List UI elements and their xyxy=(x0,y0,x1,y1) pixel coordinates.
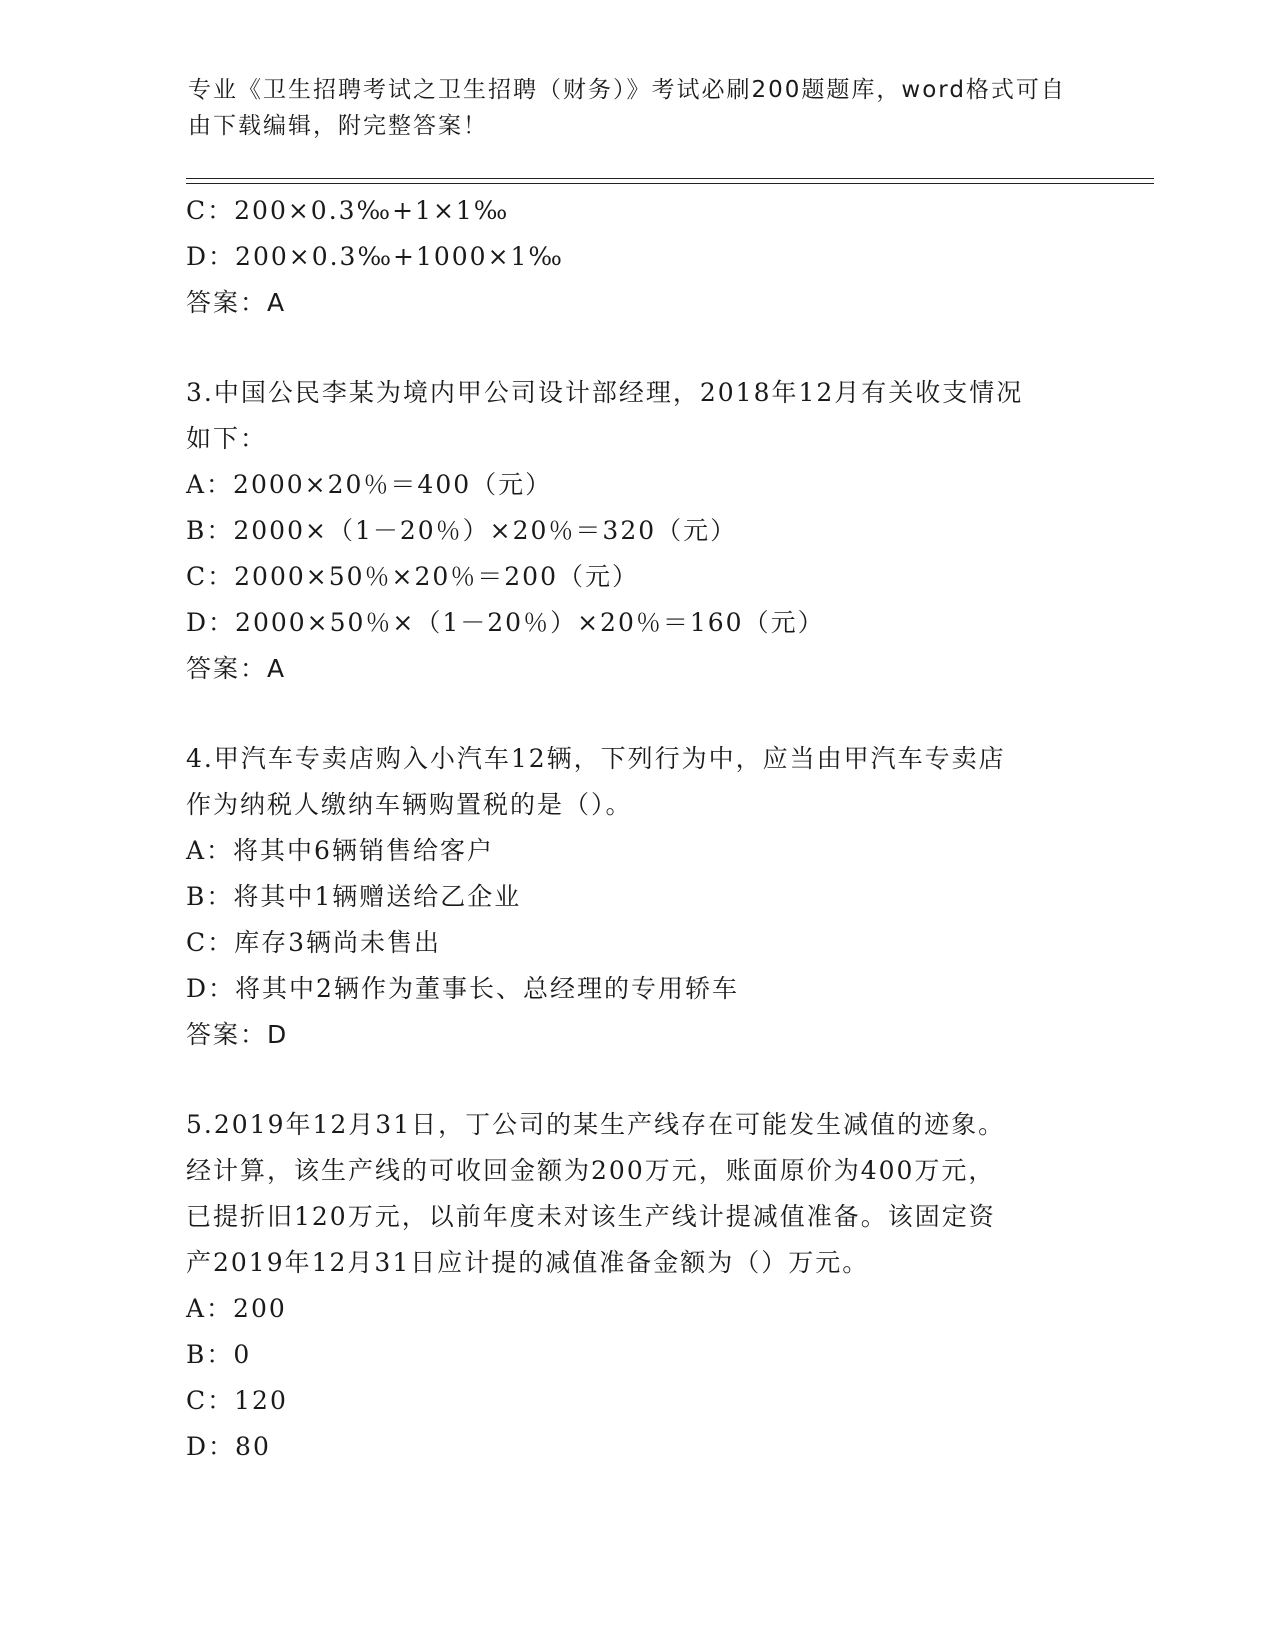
option-c: C：120 xyxy=(186,1386,288,1415)
question-5 xyxy=(186,1102,1146,1470)
option-c: C：200×0.3‰+1×1‰ xyxy=(186,196,510,225)
question-stem: 5.2019年12月31日，丁公司的某生产线存在可能发生减值的迹象。 xyxy=(186,1110,1006,1139)
option-d: D：2000×50％×（1－20％）×20％＝160（元） xyxy=(186,608,825,637)
option-d: D：80 xyxy=(186,1432,271,1461)
header-line-2: 由下载编辑，附完整答案！ xyxy=(188,113,488,139)
question-stem: 经计算，该生产线的可收回金额为200万元，账面原价为400万元， xyxy=(186,1156,996,1185)
option-b: B：2000×（1－20％）×20％＝320（元） xyxy=(186,516,738,545)
question-list xyxy=(186,188,1146,1470)
header-line-1: 专业《卫生招聘考试之卫生招聘（财务）》考试必刷200题题库，word格式可自 xyxy=(188,77,1066,103)
question-stem: 已提折旧120万元，以前年度未对该生产线计提减值准备。该固定资 xyxy=(186,1202,996,1231)
option-c: C：2000×50％×20％＝200（元） xyxy=(186,562,639,591)
option-a: A：200 xyxy=(186,1294,287,1323)
question-3 xyxy=(186,370,1146,692)
question-stem: 作为纳税人缴纳车辆购置税的是（）。 xyxy=(186,790,633,819)
option-b: B：将其中1辆赠送给乙企业 xyxy=(186,882,522,911)
question-4 xyxy=(186,736,1146,1058)
answer-line: 答案：A xyxy=(186,654,287,683)
answer-line: 答案：D xyxy=(186,1020,289,1049)
option-c: C：库存3辆尚未售出 xyxy=(186,928,442,957)
option-d: D：将其中2辆作为董事长、总经理的专用轿车 xyxy=(186,974,739,1003)
header-rule-bottom xyxy=(186,183,1154,184)
option-b: B：0 xyxy=(186,1340,252,1369)
header-rule-top xyxy=(186,178,1154,179)
question-2-tail xyxy=(186,188,1146,326)
question-stem: 产2019年12月31日应计提的减值准备金额为（）万元。 xyxy=(186,1248,870,1277)
document-header xyxy=(188,72,1068,144)
option-a: A：将其中6辆销售给客户 xyxy=(186,836,494,865)
option-a: A：2000×20％＝400（元） xyxy=(186,470,553,499)
question-stem: 4.甲汽车专卖店购入小汽车12辆，下列行为中，应当由甲汽车专卖店 xyxy=(186,744,1006,773)
option-d: D：200×0.3‰+1000×1‰ xyxy=(186,242,564,271)
question-stem: 3.中国公民李某为境内甲公司设计部经理，2018年12月有关收支情况 xyxy=(186,378,1024,407)
question-stem: 如下： xyxy=(186,424,268,453)
answer-line: 答案：A xyxy=(186,288,287,317)
